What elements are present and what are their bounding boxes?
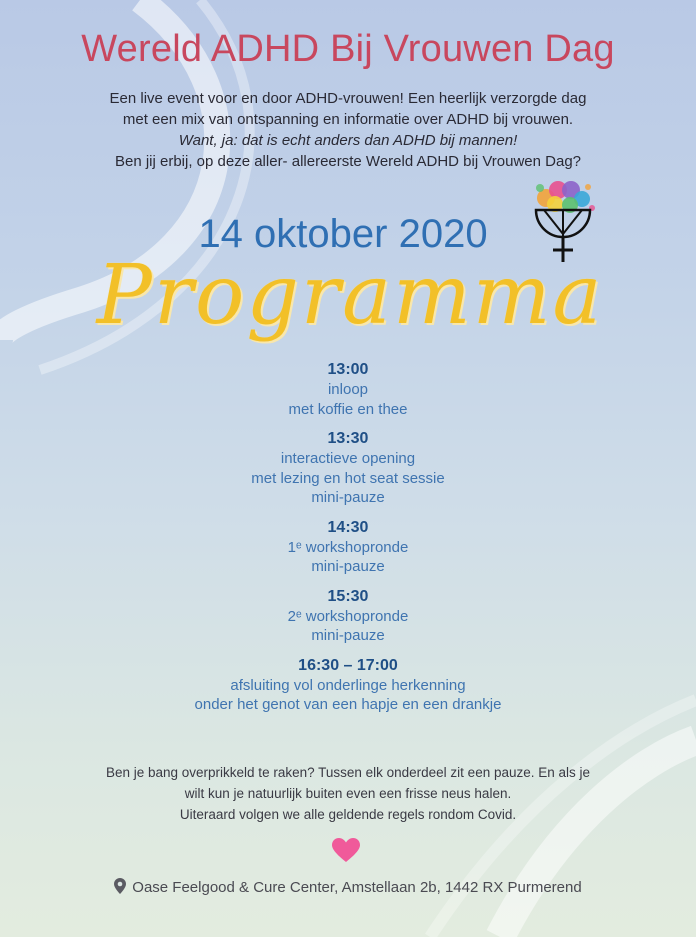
schedule-time: 16:30 – 17:00 xyxy=(298,656,398,674)
note-line-1: Ben je bang overprikkeld te raken? Tussen elk onderdeel zit een pauze. En als je xyxy=(105,765,591,780)
schedule-line: inloop xyxy=(327,381,369,398)
schedule-time: 13:30 xyxy=(327,430,369,447)
schedule-line: interactieve opening xyxy=(280,450,416,467)
venue-address xyxy=(0,878,696,896)
event-date: 14 oktober 2020 xyxy=(198,212,488,256)
schedule-item xyxy=(0,429,696,508)
schedule-line: 2ᵉ workshopronde xyxy=(287,607,409,625)
schedule-item xyxy=(0,360,696,419)
schedule-line: mini-pauze xyxy=(311,558,385,575)
schedule-time: 14:30 xyxy=(327,518,369,536)
schedule-line: onder het genot van een hapje en een drankje xyxy=(194,696,502,713)
schedule-item xyxy=(0,587,696,646)
schedule-item xyxy=(0,656,696,715)
schedule-item xyxy=(0,518,696,577)
schedule-time: 15:30 xyxy=(327,587,369,605)
intro-line-4: Ben jij erbij, op deze aller- allereerste Wereld ADHD bij Vrouwen Dag? xyxy=(114,153,582,170)
note-line-3: Uiteraard volgen we alle geldende regels rondom Covid. xyxy=(179,807,517,822)
schedule-line: afsluiting vol onderlinge herkenning xyxy=(230,676,466,694)
location-pin-icon xyxy=(114,878,126,894)
intro-line-2: met een mix van ontspanning en informatie over ADHD bij vrouwen. xyxy=(122,111,574,128)
schedule-time: 13:00 xyxy=(327,361,369,378)
schedule-line: mini-pauze xyxy=(311,627,385,644)
intro-text xyxy=(40,88,656,172)
schedule-line: met koffie en thee xyxy=(288,400,408,418)
schedule-line: met lezing en hot seat sessie xyxy=(251,469,445,487)
intro-line-1: Een live event voor en door ADHD-vrouwen! Een heerlijk verzorgde dag xyxy=(109,90,587,107)
event-title: Wereld ADHD Bij Vrouwen Dag xyxy=(81,28,615,70)
program-heading: Programma xyxy=(96,248,604,343)
schedule-line: mini-pauze xyxy=(311,489,385,506)
heart-icon xyxy=(332,838,360,864)
note-line-2: wilt kun je natuurlijk buiten even een frisse neus halen. xyxy=(184,786,512,801)
program-schedule xyxy=(0,360,696,725)
intro-line-3: Want, ja: dat is echt anders dan ADHD bij mannen! xyxy=(178,132,518,149)
pause-note xyxy=(70,762,626,825)
address-text: Oase Feelgood & Cure Center, Amstellaan 2b, 1442 RX Purmerend xyxy=(132,879,582,896)
schedule-line: 1ᵉ workshopronde xyxy=(287,538,409,556)
